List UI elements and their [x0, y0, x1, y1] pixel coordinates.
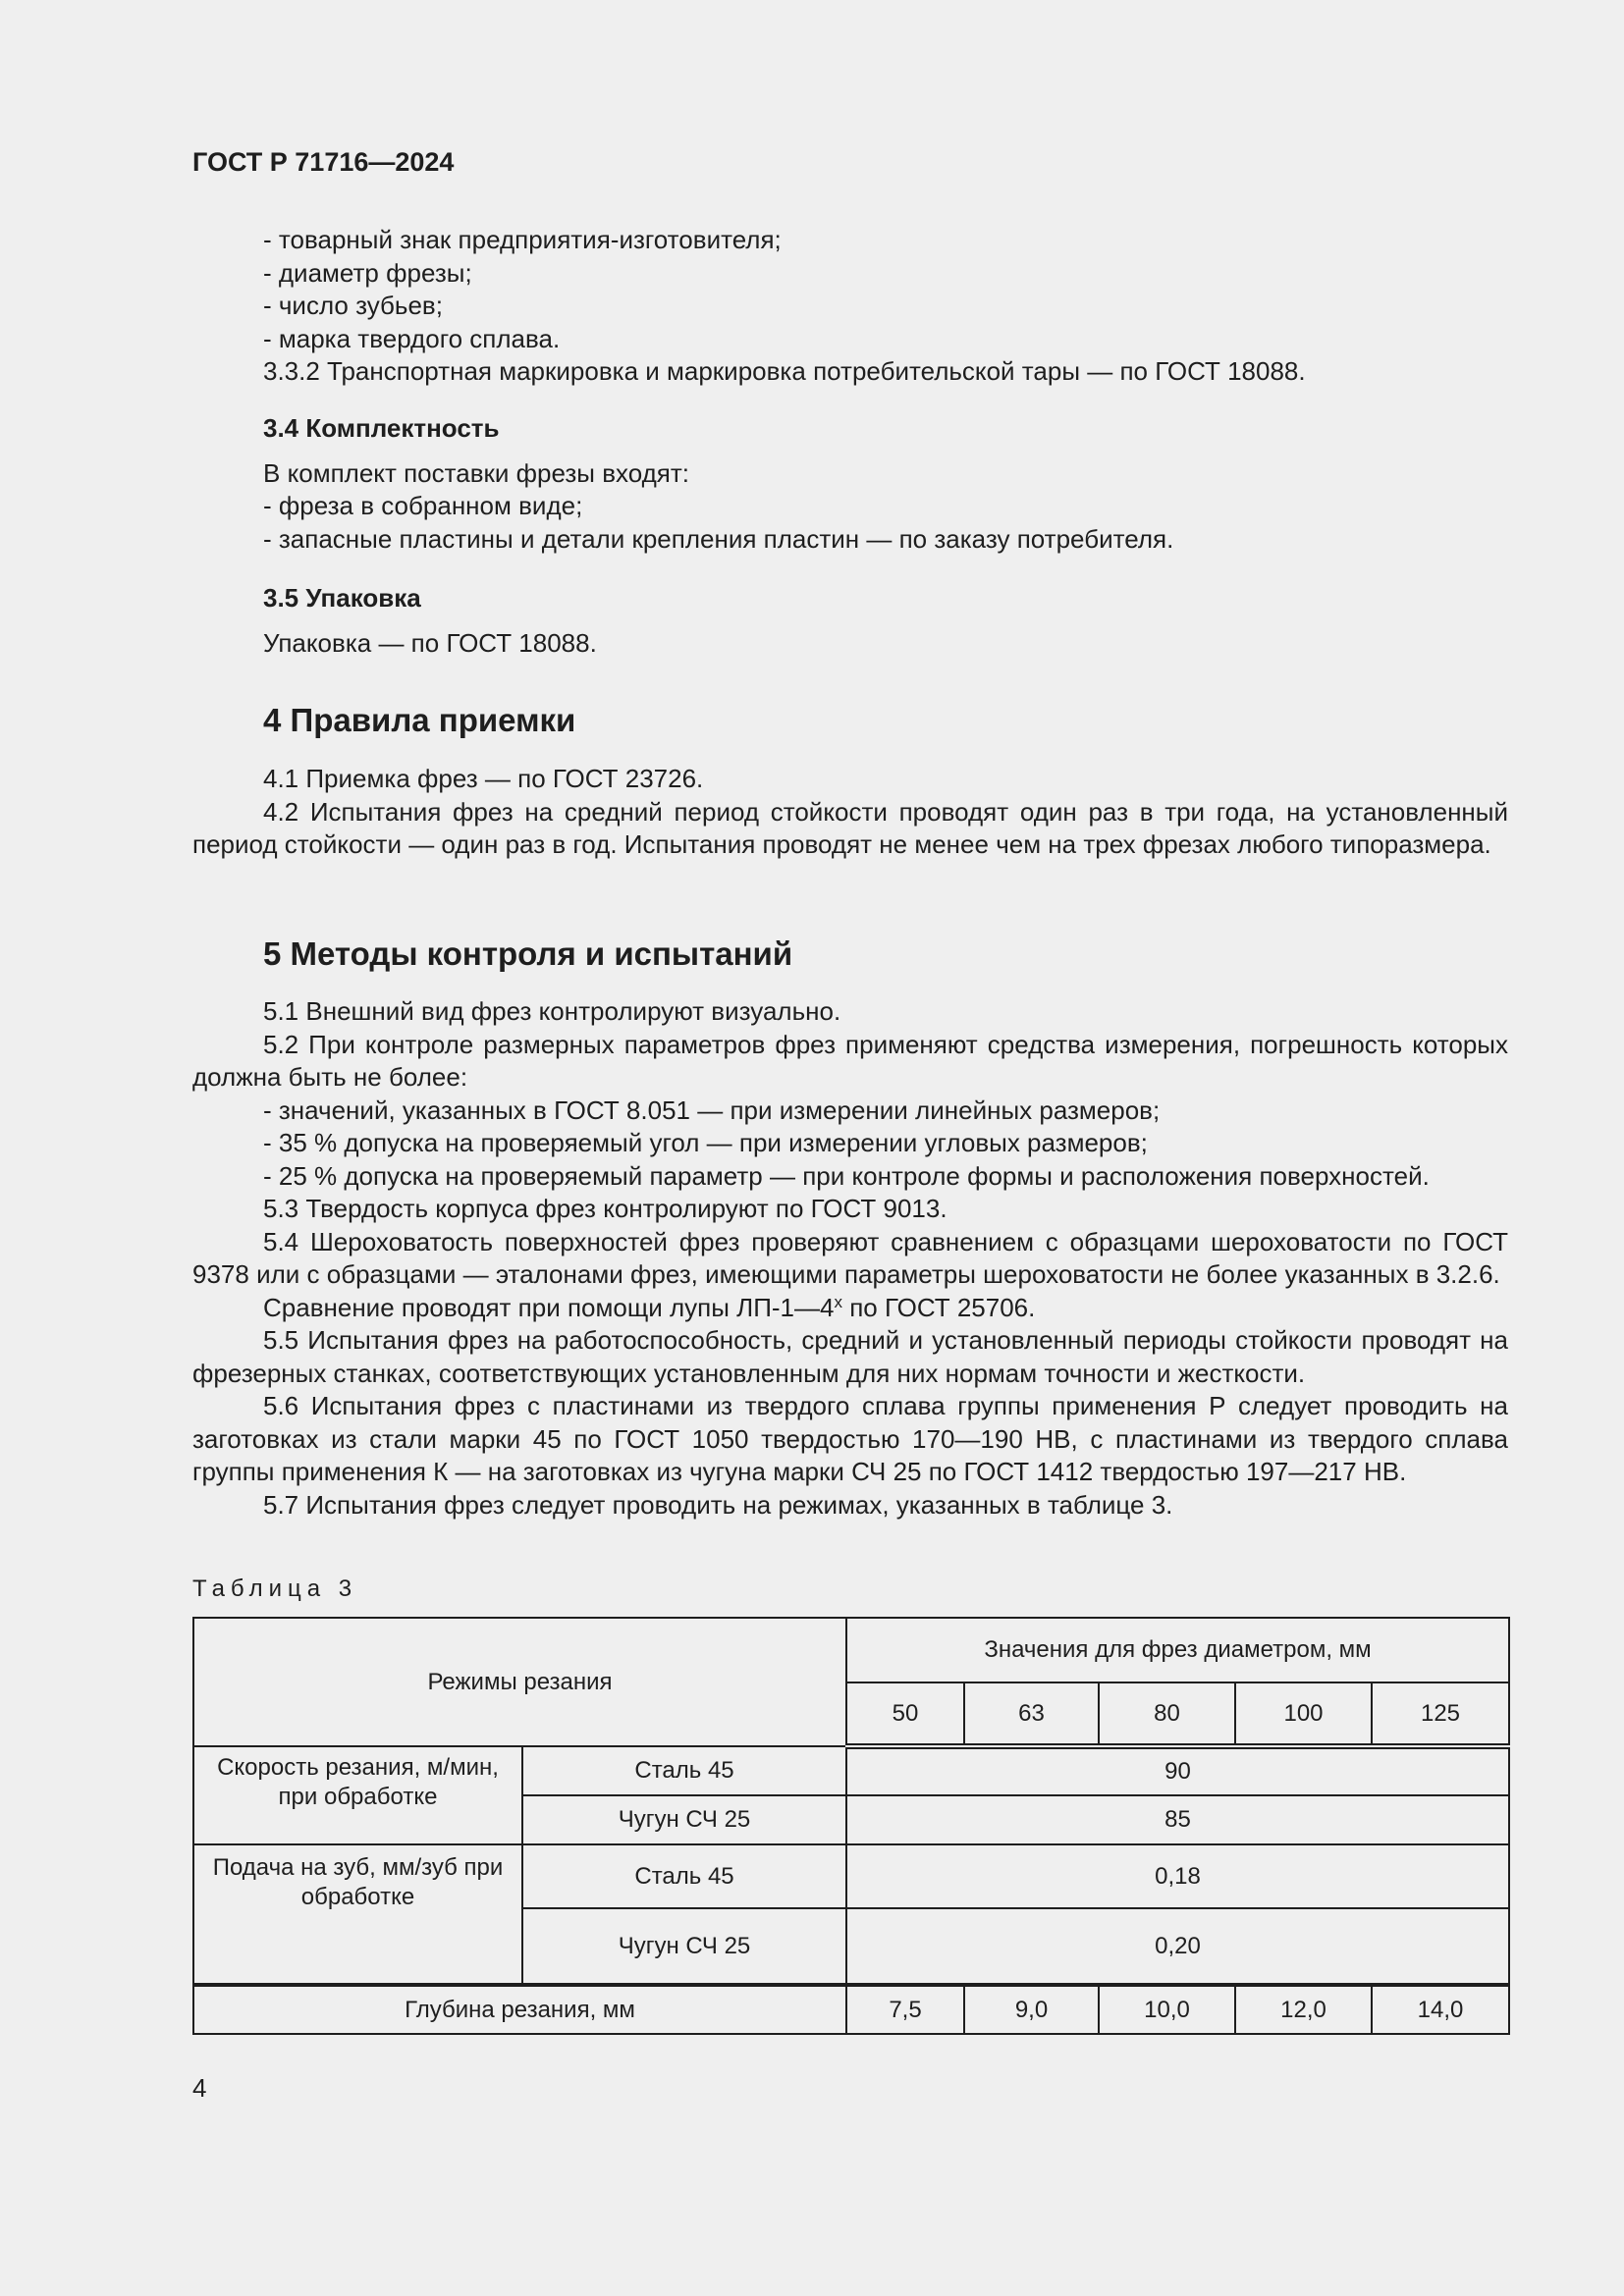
material-cell: Сталь 45	[522, 1844, 846, 1908]
paragraph-5-2: 5.2 При контроле размерных параметров фрез применяют средства измерения, погрешность которых должна быть не более:	[192, 1029, 1508, 1092]
list-item: - марка твердого сплава.	[263, 323, 561, 353]
paragraph-5-3: 5.3 Твердость корпуса фрез контролируют по ГОСТ 9013.	[263, 1194, 947, 1223]
paragraph-5-6: 5.6 Испытания фрез с пластинами из твердого сплава группы применения Р следует проводить на заготовках из стали марки 45 по ГОСТ 1050 твердостью 170—190 НВ, с пластинами из твердого сплава группы применения К — на заготовках из чугуна марки СЧ 25 по ГОСТ 1412 твердостью 197—217 НВ.	[192, 1391, 1508, 1486]
depth-cell: 10,0	[1099, 1985, 1235, 2034]
list-item: - 35 % допуска на проверяемый угол — при измерении угловых размеров;	[263, 1128, 1148, 1157]
subsection-heading: 3.4 Комплектность	[263, 413, 500, 443]
material-cell: Чугун СЧ 25	[522, 1795, 846, 1844]
paragraph-5-4: 5.4 Шероховатость поверхностей фрез проверяют сравнением с образцами шероховатости по ГОСТ 9378 или с образцами — эталонами фрез, имеющими параметры шероховатости не более указанных в 3.2.6.	[192, 1226, 1508, 1289]
loupe-superscript: х	[834, 1292, 842, 1311]
table-3	[192, 1617, 1510, 2035]
speed-label: Скорость резания, м/мин, при обработке	[193, 1746, 522, 1844]
section-3-5	[192, 582, 1508, 660]
document-header: ГОСТ Р 71716—2024	[192, 147, 455, 177]
paragraph-4-2: 4.2 Испытания фрез на средний период стойкости проводят один раз в три года, на установленный период стойкости — один раз в год. Испытания проводят не менее чем на трех фрезах любого типоразмера.	[192, 796, 1508, 859]
depth-cell: 7,5	[846, 1985, 964, 2034]
diameter-cell: 63	[964, 1682, 1099, 1746]
paragraph-3-3-2: 3.3.2 Транспортная маркировка и маркировка потребительской тары — по ГОСТ 18088.	[263, 356, 1306, 386]
diameter-cell: 80	[1099, 1682, 1235, 1746]
list-item: - фреза в собранном виде;	[263, 491, 583, 520]
list-item: - запасные пластины и детали крепления пластин — по заказу потребителя.	[263, 523, 1174, 554]
section-4-heading: 4 Правила приемки	[263, 702, 576, 738]
table-row	[193, 1844, 1509, 1908]
section-5-heading: 5 Методы контроля и испытаний	[263, 935, 793, 972]
depth-cell: 12,0	[1235, 1985, 1372, 2034]
page-number: 4	[192, 2073, 207, 2103]
depth-cell: 9,0	[964, 1985, 1099, 2034]
value-cell: 90	[846, 1746, 1509, 1795]
table-caption: Таблица 3	[192, 1575, 358, 1602]
table-row-depth	[193, 1985, 1509, 2034]
value-cell: 0,20	[846, 1908, 1509, 1985]
list-item: - диаметр фрезы;	[263, 257, 472, 288]
table-header-row	[193, 1618, 1509, 1682]
paragraph-5-5: 5.5 Испытания фрез на работоспособность, средний и установленный периоды стойкости проводят на фрезерных станках, соответствующих установленным для них нормам точности и жесткости.	[192, 1325, 1508, 1388]
paragraph: В комплект поставки фрезы входят:	[263, 457, 689, 488]
value-cell: 85	[846, 1795, 1509, 1844]
depth-label: Глубина резания, мм	[193, 1985, 846, 2034]
marking-list	[192, 224, 1508, 389]
material-cell: Сталь 45	[522, 1746, 846, 1795]
header-modes: Режимы резания	[193, 1618, 846, 1746]
feed-label: Подача на зуб, мм/зуб при обработке	[193, 1844, 522, 1985]
list-item: - товарный знак предприятия-изготовителя;	[263, 225, 782, 254]
material-cell: Чугун СЧ 25	[522, 1908, 846, 1985]
paragraph-5-1: 5.1 Внешний вид фрез контролируют визуально.	[263, 996, 841, 1026]
value-cell: 0,18	[846, 1844, 1509, 1908]
paragraph: Упаковка — по ГОСТ 18088.	[263, 627, 597, 658]
list-item: - значений, указанных в ГОСТ 8.051 — при измерении линейных размеров;	[263, 1095, 1161, 1125]
paragraph-4-1: 4.1 Приемка фрез — по ГОСТ 23726.	[263, 764, 704, 793]
diameter-cell: 125	[1372, 1682, 1509, 1746]
depth-cell: 14,0	[1372, 1985, 1509, 2034]
loupe-text-end: по ГОСТ 25706.	[841, 1292, 1036, 1322]
paragraph-5-4-loupe	[192, 1292, 1508, 1325]
diameter-cell: 50	[846, 1682, 964, 1746]
list-item: - число зубьев;	[263, 291, 443, 320]
section-3-4	[192, 412, 1508, 556]
section-4-body	[192, 763, 1508, 862]
paragraph-5-7: 5.7 Испытания фрез следует проводить на режимах, указанных в таблице 3.	[263, 1489, 1173, 1520]
list-item: - 25 % допуска на проверяемый параметр — при контроле формы и расположения поверхностей.	[263, 1160, 1430, 1191]
header-values: Значения для фрез диаметром, мм	[846, 1618, 1509, 1682]
table-row	[193, 1746, 1509, 1795]
loupe-text: Сравнение проводят при помощи лупы ЛП-1—4	[263, 1292, 835, 1322]
section-5-body	[192, 995, 1508, 1522]
subsection-heading: 3.5 Упаковка	[263, 583, 421, 613]
diameter-cell: 100	[1235, 1682, 1372, 1746]
